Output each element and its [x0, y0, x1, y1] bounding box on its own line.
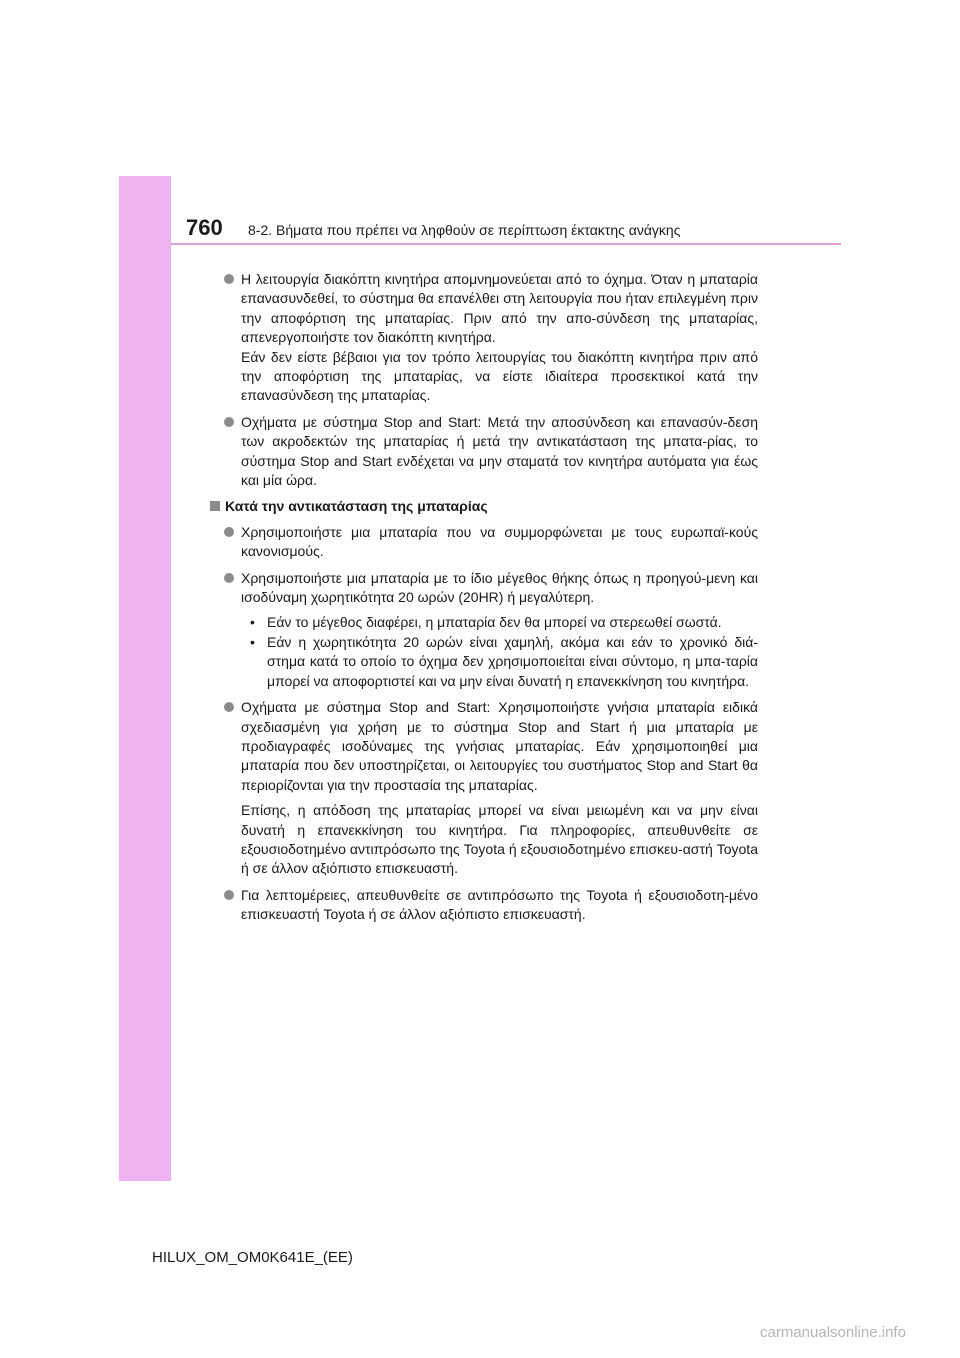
bullet-paragraph: [224, 270, 758, 406]
bullet-paragraph: [224, 413, 758, 491]
bullet-dot-icon: [224, 274, 234, 284]
subsection-heading: [210, 497, 758, 516]
bullet-paragraph: [224, 523, 758, 562]
bullet-paragraph: [224, 886, 758, 925]
paragraph-text: Εάν δεν είστε βέβαιοι για τον τρόπο λειτουργίας του διακόπτη κινητήρα πριν από την αποφόρτιση της μπαταρίας, να είστε ιδιαίτερα προσεκτικοί κατά την επανασύνδεση της μπαταρίας.: [241, 348, 758, 404]
header-rule: [171, 243, 841, 245]
section-tab-sidebar: [119, 176, 171, 1181]
bullet-dot-icon: [224, 527, 234, 537]
page-content: [210, 270, 758, 932]
square-bullet-icon: [210, 501, 220, 511]
paragraph-text: Οχήματα με σύστημα Stop and Start: Μετά την αποσύνδεση και επανασύν-δεση των ακροδεκτών της μπαταρίας ή μετά την αντικατάσταση της μπατα-ρίας, το σύστημα Stop and Start ενδέχεται να μην σταματά τον κινητήρα αυτόματα για έως και μία ώρα.: [241, 413, 758, 489]
bullet-paragraph: [224, 698, 758, 879]
bullet-dot-icon: [224, 573, 234, 583]
sub-bullet-item: [241, 613, 758, 632]
sub-bullet-marker: •: [250, 633, 255, 650]
document-code: HILUX_OM_OM0K641E_(EE): [152, 1249, 353, 1266]
bullet-dot-icon: [224, 702, 234, 712]
sub-bullet-item: [241, 633, 758, 691]
sub-bullet-marker: •: [250, 613, 255, 630]
bullet-paragraph: [224, 569, 758, 608]
paragraph-text: Επίσης, η απόδοση της μπαταρίας μπορεί να είναι μειωμένη και να μην είναι δυνατή η επανεκκίνηση του κινητήρα. Για πληροφορίες, απευθυνθείτε σε εξουσιοδοτημένο αντιπρόσωπο της Toyota ή εξουσιοδοτημένο επισκευ-αστή Toyota ή σε άλλον αξιόπιστο επισκευαστή.: [241, 802, 758, 877]
sub-bullet-text: Εάν η χωρητικότητα 20 ωρών είναι χαμηλή, ακόμα και εάν το χρονικό διά-στημα κατά το οποίο το όχημα δεν χρησιμοποιείται είναι σύντομο, η μπα-ταρία μπορεί να αποφορτιστεί και να μην είναι δυνατή η επανεκκίνηση του κινητήρα.: [267, 633, 758, 689]
paragraph-text: Οχήματα με σύστημα Stop and Start: Χρησιμοποιήστε γνήσια μπαταρία ειδικά σχεδιασμένη για χρήση με το σύστημα Stop and Start ή μια μπαταρία με προδιαγραφές ισοδύναμες της γνήσιας μπαταρίας. Εάν χρησιμοποιηθεί μια μπαταρία που δεν υποστηρίζεται, οι λειτουργίες του συστήματος Stop and Start θα περιορίζονται για την προστασία της μπαταρίας.: [241, 699, 758, 793]
bullet-dot-icon: [224, 890, 234, 900]
paragraph-text: Η λειτουργία διακόπτη κινητήρα απομνημονεύεται από το όχημα. Όταν η μπαταρία επανασυνδεθεί, το σύστημα θα επανέλθει στη λειτουργία που ήταν επιλεγμένη πριν την αποφόρτιση της μπαταρίας. Πριν από την απο-σύνδεση της μπαταρίας, απενεργοποιήστε τον διακόπτη κινητήρα.: [241, 271, 758, 346]
watermark: carmanualsonline.info: [760, 1324, 906, 1341]
paragraph-text: Χρησιμοποιήστε μια μπαταρία με το ίδιο μέγεθος θήκης όπως η προηγού-μενη και ισοδύναμη χωρητικότητα 20 ωρών (20HR) ή μεγαλύτερη.: [241, 569, 758, 606]
paragraph-text: Για λεπτομέρειες, απευθυνθείτε σε αντιπρόσωπο της Toyota ή εξουσιοδοτη-μένο επισκευαστή Toyota ή σε άλλον αξιόπιστο επισκευαστή.: [241, 886, 758, 923]
page-number: 760: [186, 215, 223, 240]
sub-bullet-text: Εάν το μέγεθος διαφέρει, η μπαταρία δεν θα μπορεί να στερεωθεί σωστά.: [267, 613, 722, 630]
paragraph-text: Χρησιμοποιήστε μια μπαταρία που να συμμορφώνεται με τους ευρωπαϊ-κούς κανονισμούς.: [241, 523, 758, 560]
bullet-dot-icon: [224, 417, 234, 427]
section-title: 8-2. Βήματα που πρέπει να ληφθούν σε περίπτωση έκτακτης ανάγκης: [248, 222, 681, 238]
sub-bullet-list: [210, 613, 758, 692]
heading-text: Κατά την αντικατάσταση της μπαταρίας: [225, 498, 488, 515]
